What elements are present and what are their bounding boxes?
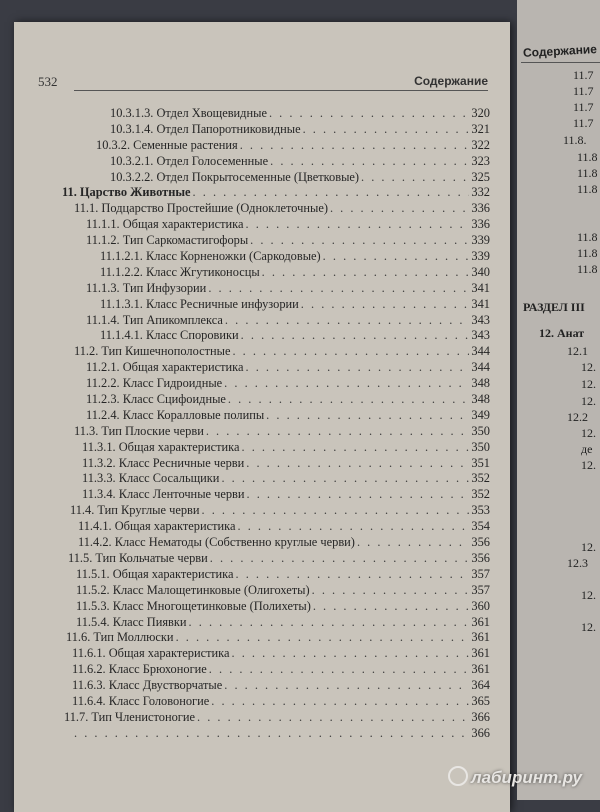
- toc-entry-page: 354: [471, 519, 490, 534]
- book-page-left: [14, 22, 510, 812]
- toc-entry-page: 356: [471, 550, 490, 565]
- toc-entry: [14, 217, 490, 233]
- toc-entry: [14, 408, 490, 424]
- toc-leader-dots: [238, 519, 470, 534]
- facing-page-fragment: 11.8: [577, 230, 598, 244]
- toc-leader-dots: [206, 424, 470, 439]
- toc-entry-page: 352: [471, 471, 490, 486]
- toc-entry: [14, 328, 490, 344]
- toc-entry-page: 356: [471, 535, 490, 550]
- toc-leader-dots: [224, 678, 469, 693]
- toc-leader-dots: [301, 297, 470, 312]
- toc-entry: [14, 567, 490, 583]
- toc-entry-page: 366: [471, 709, 490, 724]
- toc-entry-page: 352: [471, 487, 490, 502]
- toc-entry-page: 339: [471, 233, 490, 248]
- toc-entry: [14, 440, 490, 456]
- toc-entry-title: 11.5. Тип Кольчатые черви: [68, 550, 208, 565]
- facing-page-fragment: 12.2: [567, 410, 588, 424]
- toc-entry: [14, 376, 490, 392]
- toc-entry: [14, 630, 490, 646]
- toc-entry-title: 11.6.4. Класс Головоногие: [72, 693, 210, 708]
- toc-entry: [14, 456, 490, 472]
- toc-entry: [14, 535, 490, 551]
- toc-entry-title: 11.3. Тип Плоские черви: [74, 423, 204, 438]
- toc-entry: [14, 249, 490, 265]
- toc-leader-dots: [232, 646, 470, 661]
- toc-entry-title: 11.4.1. Общая характеристика: [78, 519, 236, 534]
- facing-page-fragment: 12.: [581, 620, 596, 634]
- facing-page-fragment: 11.8.: [563, 133, 587, 147]
- toc-entry: [14, 710, 490, 726]
- toc-leader-dots: [361, 170, 469, 185]
- toc-leader-dots: [313, 599, 470, 614]
- toc-entry: [14, 424, 490, 440]
- toc-entry-page: 321: [471, 121, 490, 136]
- toc-entry-title: 11.3.2. Класс Ресничные черви: [82, 455, 245, 470]
- watermark: [448, 766, 582, 788]
- facing-page-fragment: 11.8: [577, 262, 598, 276]
- toc-entry-title: 11.3.1. Общая характеристика: [82, 439, 240, 454]
- toc-entry-page: 357: [471, 566, 490, 581]
- facing-page-fragment: 12. Анат: [539, 326, 585, 340]
- toc-entry-title: 11.6.1. Общая характеристика: [72, 646, 230, 661]
- toc-entry-page: 344: [471, 344, 490, 359]
- toc-leader-dots: [269, 106, 469, 121]
- toc-entry-page: 361: [471, 630, 490, 645]
- toc-entry-title: 11.1.3.1. Класс Ресничные инфузории: [100, 296, 299, 311]
- toc-leader-dots: [323, 249, 470, 264]
- toc-entry: [14, 392, 490, 408]
- toc-leader-dots: [221, 471, 469, 486]
- toc-entry: [14, 694, 490, 710]
- toc-entry: [14, 519, 490, 535]
- running-header-title: Содержание: [414, 74, 488, 88]
- toc-entry: [14, 170, 490, 186]
- toc-entry: [14, 313, 490, 329]
- facing-page-fragment: 11.8: [577, 182, 598, 196]
- toc-leader-dots: [266, 408, 469, 423]
- page-number: 532: [38, 74, 58, 89]
- toc-entry: [14, 360, 490, 376]
- toc-entry-title: 11.3.3. Класс Сосальщики: [82, 471, 220, 486]
- toc-entry-title: 11.5.2. Класс Малощетинковые (Олигохеты): [76, 582, 310, 597]
- facing-page-header-rule: [521, 62, 600, 63]
- toc-leader-dots: [303, 122, 470, 137]
- toc-entry-title: 11.1.3. Тип Инфузории: [86, 280, 207, 295]
- toc-entry: [14, 281, 490, 297]
- toc-entry-title: 10.3.2.1. Отдел Голосеменные: [110, 153, 269, 168]
- toc-entry-page: 365: [471, 693, 490, 708]
- toc-leader-dots: [232, 344, 469, 359]
- toc-leader-dots: [262, 265, 470, 280]
- toc-entry: [14, 551, 490, 567]
- toc-leader-dots: [209, 662, 470, 677]
- toc-entry-title: 10.3.1.3. Отдел Хвощевидные: [110, 106, 267, 120]
- toc-entry: [14, 344, 490, 360]
- toc-entry-title: 11.1.2.2. Класс Жгутиконосцы: [100, 264, 260, 279]
- toc-entry: [14, 233, 490, 249]
- toc-leader-dots: [330, 201, 469, 216]
- toc-entry-title: 11.1.4.1. Класс Споровики: [100, 328, 239, 343]
- toc-leader-dots: [211, 694, 469, 709]
- toc-leader-dots: [241, 328, 470, 343]
- toc-entry-page: 340: [471, 264, 490, 279]
- toc-entry: [14, 646, 490, 662]
- toc-entry-page: 361: [471, 662, 490, 677]
- facing-page-fragment: 11.7: [573, 84, 594, 98]
- book-page-right: [517, 0, 600, 800]
- facing-page-fragment: 12.: [581, 540, 596, 554]
- toc-entry-page: 343: [471, 328, 490, 343]
- toc-leader-dots: [250, 233, 469, 248]
- toc-entry: [14, 265, 490, 281]
- facing-page-fragment: 11.7: [573, 116, 594, 130]
- facing-page-fragment: 11.8: [577, 150, 598, 164]
- facing-page-fragment: 12.: [581, 458, 596, 472]
- toc-entry-title: 11.2.2. Класс Гидроидные: [86, 376, 223, 391]
- facing-page-fragment: 12.: [581, 426, 596, 440]
- toc-entry: [14, 297, 490, 313]
- facing-page-fragment: де: [581, 442, 593, 456]
- toc-entry-page: 360: [471, 598, 490, 613]
- toc-entry-title: 11.5.1. Общая характеристика: [76, 566, 234, 581]
- toc-entry-title: 11.3.4. Класс Ленточные черви: [82, 487, 245, 502]
- toc-entry-title: 10.3.2.2. Отдел Покрытосеменные (Цветковые): [110, 169, 360, 184]
- toc-entry: [14, 154, 490, 170]
- toc-entry-title: 11.1.2.1. Класс Корненожки (Саркодовые): [100, 249, 321, 264]
- toc-entry-title: 10.3.1.4. Отдел Папоротниковидные: [110, 121, 301, 136]
- toc-entry: [14, 662, 490, 678]
- toc-entry-title: 11.2.4. Класс Коралловые полипы: [86, 407, 265, 422]
- toc-leader-dots: [224, 376, 469, 391]
- toc-entry-page: 322: [471, 137, 490, 152]
- toc-entry: [14, 185, 490, 201]
- toc-entry-page: 339: [471, 249, 490, 264]
- toc-entry-title: 11.2.1. Общая характеристика: [86, 360, 244, 375]
- toc-entry: [14, 106, 490, 122]
- toc-entry: [14, 122, 490, 138]
- toc-entry: [14, 487, 490, 503]
- toc-entry-title: 11.1.1. Общая характеристика: [86, 217, 244, 232]
- toc-entry-page: 353: [471, 503, 490, 518]
- toc-leader-dots: [189, 615, 470, 630]
- toc-entry-page: 323: [471, 153, 490, 168]
- toc-entry-title: 10.3.2. Семенные растения: [96, 137, 238, 152]
- toc-leader-dots: [246, 360, 470, 375]
- toc-leader-dots: [357, 535, 469, 550]
- toc-entry: [14, 201, 490, 217]
- toc-entry-page: 361: [471, 646, 490, 661]
- toc-entry-title: 11.4.2. Класс Нематоды (Собственно круглые черви): [78, 535, 355, 550]
- facing-page-fragment: 12.: [581, 360, 596, 374]
- toc-entry-page: 357: [471, 582, 490, 597]
- facing-page-fragment: 12.3: [567, 556, 588, 570]
- toc-entry-page: 361: [471, 614, 490, 629]
- toc-entry: [14, 138, 490, 154]
- toc-leader-dots: [202, 503, 470, 518]
- toc-leader-dots: [225, 313, 469, 328]
- toc-entry-page: 351: [471, 455, 490, 470]
- facing-page-fragment: 11.7: [573, 100, 594, 114]
- toc-entry-title: 11.5.4. Класс Пиявки: [76, 614, 187, 629]
- toc-leader-dots: [246, 456, 469, 471]
- toc-entry-page: 341: [471, 280, 490, 295]
- toc-entry-title: 11.5.3. Класс Многощетинковые (Полихеты): [76, 598, 311, 613]
- toc-entry-page: 325: [471, 169, 490, 184]
- toc-leader-dots: [193, 185, 470, 200]
- toc-entry-title: 11.1.2. Тип Саркомастигофоры: [86, 233, 249, 248]
- toc-leader-dots: [208, 281, 469, 296]
- toc-entry-page: 366: [471, 725, 490, 740]
- toc-entry-title: 11.1.4. Тип Апикомплекса: [86, 312, 223, 327]
- toc-entry-title: 11.1. Подцарство Простейшие (Одноклеточные): [74, 201, 328, 216]
- toc-entry-title: 11.2.3. Класс Сцифоидные: [86, 392, 226, 407]
- toc-entry-page: 344: [471, 360, 490, 375]
- toc-leader-dots: [270, 154, 469, 169]
- facing-page-fragment: 11.8: [577, 166, 598, 180]
- toc-leader-dots: [210, 551, 470, 566]
- toc-leader-dots: [246, 217, 470, 232]
- toc-entry: [14, 599, 490, 615]
- toc-leader-dots: [176, 630, 470, 645]
- toc-entry-title: 11.6. Тип Моллюски: [66, 630, 174, 645]
- toc-leader-dots: [242, 440, 470, 455]
- toc-entry-title: 11.6.3. Класс Двустворчатые: [72, 678, 223, 693]
- facing-page-header-title: Содержание: [522, 42, 598, 60]
- facing-page-fragment: 12.: [581, 394, 596, 408]
- facing-page-fragment: 12.: [581, 588, 596, 602]
- toc-entry: [14, 615, 490, 631]
- toc-leader-dots: [197, 710, 469, 725]
- facing-page-fragment: 12.: [581, 377, 596, 391]
- toc-entry: [14, 678, 490, 694]
- header-rule: [74, 90, 488, 91]
- facing-page-fragment: РАЗДЕЛ III: [523, 300, 585, 314]
- toc-entry-page: 350: [471, 423, 490, 438]
- toc-entry-page: 320: [471, 106, 490, 120]
- toc-entry-page: 348: [471, 376, 490, 391]
- toc-entry: [14, 583, 490, 599]
- toc-leader-dots: [312, 583, 470, 598]
- toc-entry: [14, 503, 490, 519]
- toc-entry-page: 364: [471, 678, 490, 693]
- toc-leader-dots: [228, 392, 470, 407]
- facing-page-fragment: 11.7: [573, 68, 594, 82]
- toc-entry-page: 336: [471, 201, 490, 216]
- toc-entry-title: 11.4. Тип Круглые черви: [70, 503, 200, 518]
- toc-entry-title: 11. Царство Животные: [62, 185, 191, 200]
- toc-entry-page: 336: [471, 217, 490, 232]
- toc-entry-title: 11.2. Тип Кишечнополостные: [74, 344, 231, 359]
- toc-entry-page: 349: [471, 407, 490, 422]
- toc-entry-title: 11.6.2. Класс Брюхоногие: [72, 662, 207, 677]
- toc-leader-dots: [247, 487, 470, 502]
- toc-entry-page: 341: [471, 296, 490, 311]
- toc-entry-title: 11.7. Тип Членистоногие: [64, 709, 196, 724]
- toc-leader-dots: [236, 567, 470, 582]
- table-of-contents: [14, 106, 490, 742]
- toc-leader-dots: [74, 726, 469, 741]
- toc-entry: [14, 471, 490, 487]
- toc-entry-page: 348: [471, 392, 490, 407]
- toc-leader-dots: [240, 138, 470, 153]
- toc-entry: [14, 726, 490, 742]
- watermark-text: лабиринт.ру: [471, 768, 582, 787]
- facing-page-fragment: 11.8: [577, 246, 598, 260]
- toc-entry-page: 343: [471, 312, 490, 327]
- toc-entry-page: 332: [471, 185, 490, 200]
- toc-entry-page: 350: [471, 439, 490, 454]
- watermark-logo-icon: [448, 766, 468, 786]
- facing-page-fragment: 12.1: [567, 344, 588, 358]
